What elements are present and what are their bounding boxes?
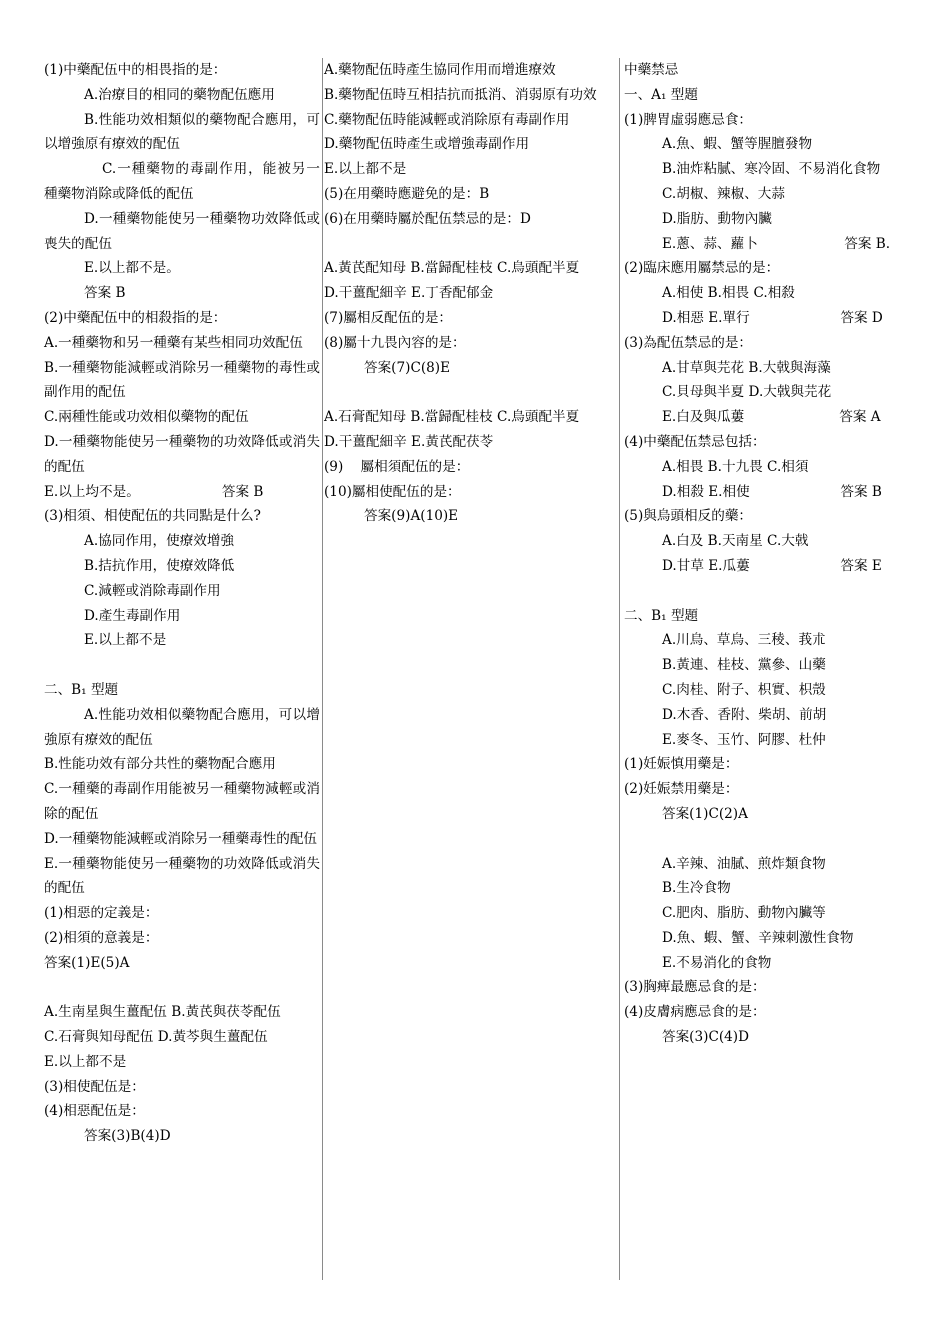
column-left	[44, 58, 320, 1149]
text-line: D.產生毒副作用	[84, 607, 181, 624]
text-line: (2)臨床應用屬禁忌的是：	[624, 260, 780, 277]
text-line: C.貝母與半夏 D.大戟與芫花	[662, 384, 832, 401]
text-line: D.脂肪、動物內臟	[662, 210, 772, 227]
text-line: 一、A₁ 型題	[624, 86, 698, 103]
text-line: 答案(1)C(2)A	[662, 805, 748, 822]
text-line: B.生冷食物	[662, 880, 731, 897]
text-line: (2)相須的意義是：	[44, 929, 159, 946]
text-line: E.蔥、蒜、蘿卜 答案 B.	[662, 235, 891, 252]
text-line: A.相使 B.相畏 C.相殺	[662, 285, 795, 302]
text-line: D.干薑配細辛 E.丁香配郁金	[324, 285, 494, 302]
text-line: (4)中藥配伍禁忌包括：	[624, 433, 766, 450]
text-line: (5)與烏頭相反的藥：	[624, 508, 753, 525]
text-line: D.一種藥物能使另一種藥物功效降低或喪失的配伍	[44, 210, 320, 252]
text-line: C.一種藥的毒副作用能被另一種藥物減輕或消除的配伍	[44, 781, 320, 822]
text-line: A.相畏 B.十九畏 C.相須	[662, 458, 809, 475]
text-line: E.麥冬、玉竹、阿膠、杜仲	[662, 731, 826, 748]
text-line: 二、B₁ 型題	[624, 607, 699, 624]
text-line: B.拮抗作用，使療效降低	[84, 557, 235, 574]
text-line: C.一種藥物的毒副作用，能被另一種藥物消除或降低的配伍	[44, 161, 320, 202]
text-line: (4)相惡配伍是：	[44, 1103, 145, 1120]
text-line: 答案(3)B(4)D	[84, 1128, 171, 1145]
text-line: 答案(3)C(4)D	[662, 1029, 749, 1046]
text-line: (2)妊娠禁用藥是：	[624, 781, 739, 798]
text-line: B.性能功效有部分共性的藥物配合應用	[44, 756, 276, 773]
text-line: B.一種藥物能減輕或消除另一種藥物的毒性或副作用的配伍	[44, 359, 320, 401]
text-line: C.肥肉、脂肪、動物內臟等	[662, 905, 826, 922]
text-line: 答案 B	[84, 285, 126, 302]
text-line: (3)為配伍禁忌的是：	[624, 334, 753, 351]
column-middle	[324, 58, 616, 529]
text-line: B.藥物配伍時互相拮抗而抵消、消弱原有功效	[324, 86, 597, 103]
text-line: (10)屬相使配伍的是：	[324, 483, 461, 500]
text-line: 答案(9)A(10)E	[364, 508, 459, 525]
text-line: (1)相惡的定義是：	[44, 905, 159, 922]
text-line: A.甘草與芫花 B.大戟與海藻	[662, 359, 831, 376]
text-line: E.以上都不是	[84, 632, 167, 649]
text-line: 二、B₁ 型題	[44, 681, 119, 698]
text-line: A.石膏配知母 B.當歸配桂枝 C.烏頭配半夏	[324, 409, 580, 426]
text-line: 答案(7)C(8)E	[364, 359, 451, 376]
text-line: A.協同作用，使療效增強	[84, 533, 235, 550]
text-line: E.以上均不是。 答案 B	[44, 483, 264, 500]
text-line: D.甘草 E.瓜蔞 答案 E	[662, 557, 882, 574]
text-line: E.以上都不是	[324, 161, 407, 178]
text-line: (1)妊娠慎用藥是：	[624, 756, 739, 773]
text-line: A.辛辣、油膩、煎炸類食物	[662, 855, 826, 872]
text-line: A.性能功效相似藥物配合應用，可以增強原有療效的配伍	[44, 706, 320, 748]
text-line: C.胡椒、辣椒、大蒜	[662, 185, 785, 202]
text-line: (6)在用藥時屬於配伍禁忌的是：D	[324, 210, 531, 227]
text-line: D.相惡 E.單行 答案 D	[662, 309, 883, 326]
text-line: A.一種藥物和另一種藥有某些相同功效配伍	[44, 334, 303, 351]
text-line: (1)脾胃虛弱應忌食：	[624, 111, 753, 128]
text-line: 答案(1)E(5)A	[44, 954, 130, 971]
text-line: A.黃芪配知母 B.當歸配桂枝 C.烏頭配半夏	[324, 260, 580, 277]
text-line: C.兩種性能或功效相似藥物的配伍	[44, 409, 249, 426]
text-line: B.黃連、桂枝、黨參、山藥	[662, 657, 826, 674]
text-line: (3)胸痺最應忌食的是：	[624, 979, 766, 996]
text-line: A.生南星與生薑配伍 B.黃芪與茯苓配伍	[44, 1004, 281, 1021]
text-line: (9) 屬相須配伍的是：	[324, 458, 470, 475]
text-line: D.木香、香附、柴胡、前胡	[662, 706, 827, 723]
text-line: E.不易消化的食物	[662, 954, 772, 971]
text-line: (2)中藥配伍中的相殺指的是：	[44, 309, 227, 326]
text-line: (3)相使配伍是：	[44, 1078, 145, 1095]
text-line: C.藥物配伍時能減輕或消除原有毒副作用	[324, 111, 570, 128]
text-line: C.肉桂、附子、枳實、枳殼	[662, 681, 826, 698]
column-divider-1	[322, 58, 323, 1280]
text-line: (3)相須、相使配伍的共同點是什么?	[44, 508, 261, 525]
text-line: E.白及與瓜蔞 答案 A	[662, 409, 881, 426]
text-line: D.相殺 E.相使 答案 B	[662, 483, 882, 500]
text-line: E.以上都不是	[44, 1053, 127, 1070]
text-line: E.一種藥物能使另一種藥物的功效降低或消失的配伍	[44, 855, 320, 897]
text-line: (5)在用藥時應避免的是：B	[324, 185, 490, 202]
text-line: B.油炸粘膩、寒冷固、不易消化食物	[662, 161, 881, 178]
text-line: A.川烏、草烏、三稜、莪朮	[662, 632, 826, 649]
text-line: E.以上都不是。	[84, 260, 180, 277]
text-line: D.一種藥物能使另一種藥物的功效降低或消失的配伍	[44, 433, 320, 475]
text-line: A.魚、蝦、蟹等腥膻發物	[662, 136, 813, 153]
column-right	[624, 58, 914, 1050]
column-divider-2	[619, 58, 620, 1280]
text-line: D.藥物配伍時產生或增強毒副作用	[324, 136, 530, 153]
text-line: D.一種藥物能減輕或消除另一種藥毒性的配伍	[44, 830, 318, 847]
blank-line	[324, 232, 616, 257]
blank-line	[624, 827, 914, 852]
blank-line	[624, 579, 914, 604]
blank-line	[44, 653, 320, 678]
text-line: (1)中藥配伍中的相畏指的是：	[44, 62, 227, 78]
text-line: B.性能功效相類似的藥物配合應用，可以增強原有療效的配伍	[44, 111, 320, 153]
text-line: A.藥物配伍時產生協同作用而增進療效	[324, 62, 556, 78]
text-line: C.石膏與知母配伍 D.黃芩與生薑配伍	[44, 1029, 268, 1046]
text-line: A.白及 B.天南星 C.大戟	[662, 533, 809, 550]
blank-line	[324, 380, 616, 405]
text-line: (8)屬十九畏內容的是：	[324, 334, 466, 351]
text-line: A.治療目的相同的藥物配伍應用	[84, 86, 275, 103]
text-line: 中藥禁忌	[624, 62, 679, 78]
text-line: D.魚、蝦、蟹、辛辣刺激性食物	[662, 929, 854, 946]
blank-line	[44, 975, 320, 1000]
text-line: C.減輕或消除毒副作用	[84, 582, 221, 599]
text-line: (7)屬相反配伍的是：	[324, 309, 453, 326]
text-line: D.干薑配細辛 E.黃芪配茯苓	[324, 433, 494, 450]
text-line: (4)皮膚病應忌食的是：	[624, 1004, 766, 1021]
